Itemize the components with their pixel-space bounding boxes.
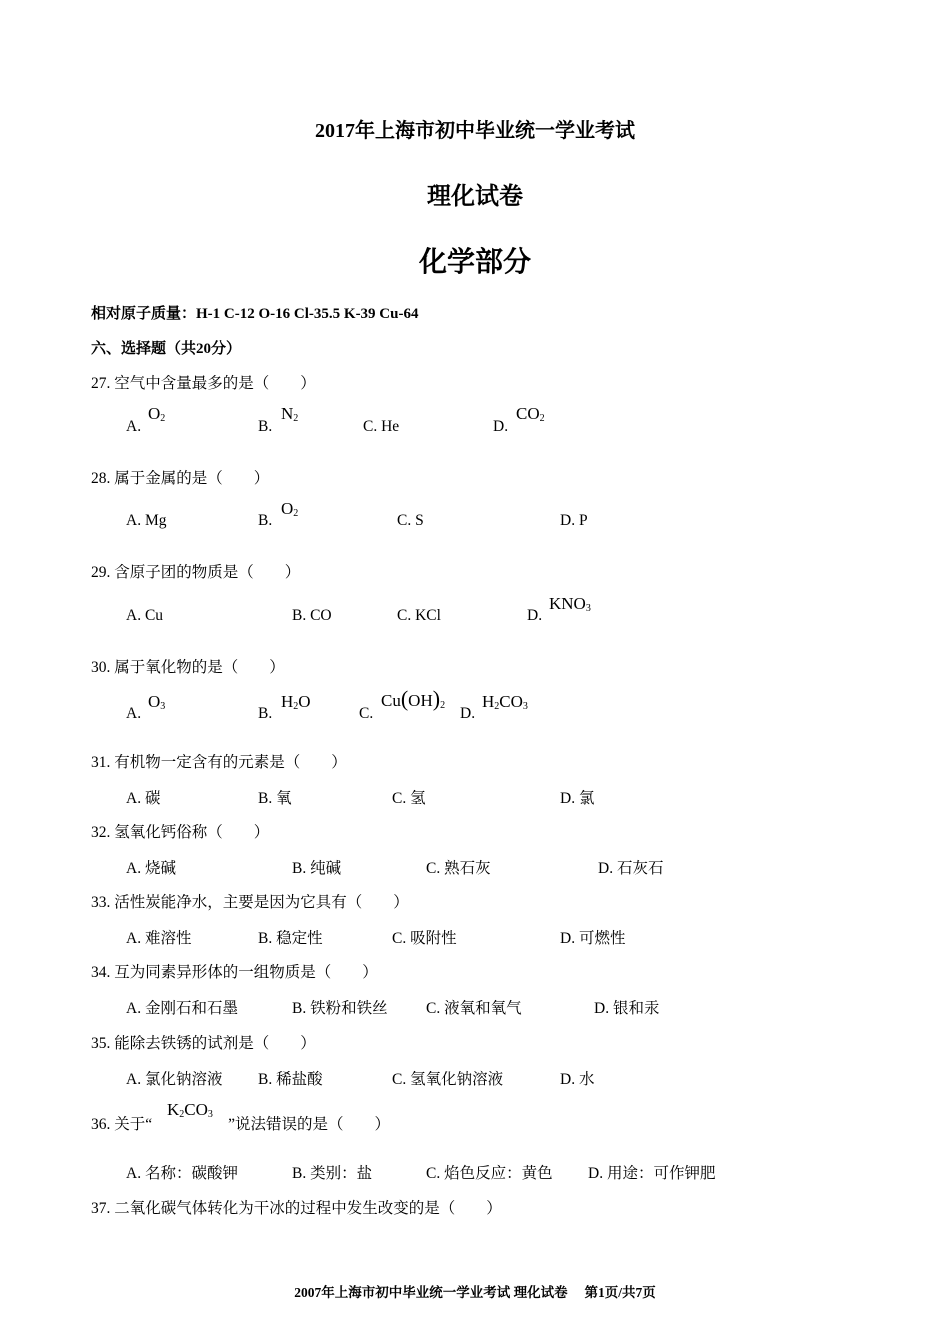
question-30-stem: 30. 属于氧化物的是（ ） [91,659,285,676]
q34-option-a: A. 金刚石和石墨 [126,1000,238,1017]
q35-option-d: D. 水 [560,1071,595,1088]
q28-formula-b: O2 [281,499,299,519]
question-37-stem: 37. 二氧化碳气体转化为干冰的过程中发生改变的是（ ） [91,1200,502,1217]
q30-formula-d: H2CO3 [482,692,528,712]
q36-option-a: A. 名称：碳酸钾 [126,1165,238,1182]
question-29-stem: 29. 含原子团的物质是（ ） [91,564,301,581]
q27-formula-b: N2 [281,404,299,424]
q29-option-b: B. CO [292,607,332,624]
exam-title: 2017年上海市初中毕业统一学业考试 [315,120,635,142]
q28-option-a: A. Mg [126,512,167,529]
q29-option-c: C. KCl [397,607,441,624]
q36-formula: K2CO3 [167,1100,213,1120]
q27-option-b: B. [258,418,273,435]
q33-option-c: C. 吸附性 [392,930,457,947]
q30-option-c: C. [359,705,374,722]
atomic-masses: 相对原子质量：H-1 C-12 O-16 Cl-35.5 K-39 Cu-64 [91,306,419,322]
q35-option-b: B. 稀盐酸 [258,1071,323,1088]
question-28-stem: 28. 属于金属的是（ ） [91,470,270,487]
q35-option-a: A. 氯化钠溶液 [126,1071,223,1088]
q36-option-c: C. 焰色反应：黄色 [426,1165,553,1182]
q28-option-b: B. [258,512,273,529]
q32-option-a: A. 烧碱 [126,860,176,877]
question-27-stem: 27. 空气中含量最多的是（ ） [91,375,316,392]
q31-option-c: C. 氢 [392,790,426,807]
q27-option-a: A. [126,418,142,435]
page-footer: 2007年上海市初中毕业统一学业考试 理化试卷 第1页/共7页 [294,1285,656,1300]
q27-formula-a: O2 [148,404,166,424]
q31-option-b: B. 氧 [258,790,292,807]
q29-option-d: D. [527,607,543,624]
q33-option-a: A. 难溶性 [126,930,192,947]
q32-option-c: C. 熟石灰 [426,860,491,877]
q30-option-a: A. [126,705,142,722]
q30-option-b: B. [258,705,273,722]
q30-option-d: D. [460,705,476,722]
question-32-stem: 32. 氢氧化钙俗称（ ） [91,824,270,841]
q36-option-d: D. 用途：可作钾肥 [588,1165,716,1182]
q30-formula-c: Cu(OH)2 [381,686,446,711]
q30-formula-a: O3 [148,692,166,712]
q34-option-c: C. 液氧和氧气 [426,1000,522,1017]
q27-option-c: C. He [363,418,400,435]
question-31-stem: 31. 有机物一定含有的元素是（ ） [91,754,347,771]
q31-option-a: A. 碳 [126,790,161,807]
q27-option-d: D. [493,418,509,435]
q30-formula-b: H2O [281,692,311,712]
q31-option-d: D. 氯 [560,790,595,807]
q34-option-d: D. 银和汞 [594,1000,660,1017]
q34-option-b: B. 铁粉和铁丝 [292,1000,388,1017]
q27-formula-d: CO2 [516,404,545,424]
question-34-stem: 34. 互为同素异形体的一组物质是（ ） [91,964,378,981]
q36-option-b: B. 类别：盐 [292,1165,373,1182]
section-heading: 六、选择题（共20分） [91,341,242,357]
q32-option-b: B. 纯碱 [292,860,342,877]
q33-option-d: D. 可燃性 [560,930,626,947]
section-title: 化学部分 [418,245,531,278]
q35-option-c: C. 氢氧化钠溶液 [392,1071,504,1088]
question-36-stem: 36. 关于“ ”说法错误的是（ ） [91,1116,391,1133]
q28-option-d: D. P [560,512,588,529]
question-35-stem: 35. 能除去铁锈的试剂是（ ） [91,1035,316,1052]
question-33-stem: 33. 活性炭能净水，主要是因为它具有（ ） [91,894,409,911]
q28-option-c: C. S [397,512,424,529]
q33-option-b: B. 稳定性 [258,930,323,947]
q32-option-d: D. 石灰石 [598,860,664,877]
q29-option-a: A. Cu [126,607,164,624]
q29-formula-d: KNO3 [549,594,591,614]
paper-title: 理化试卷 [427,184,523,210]
